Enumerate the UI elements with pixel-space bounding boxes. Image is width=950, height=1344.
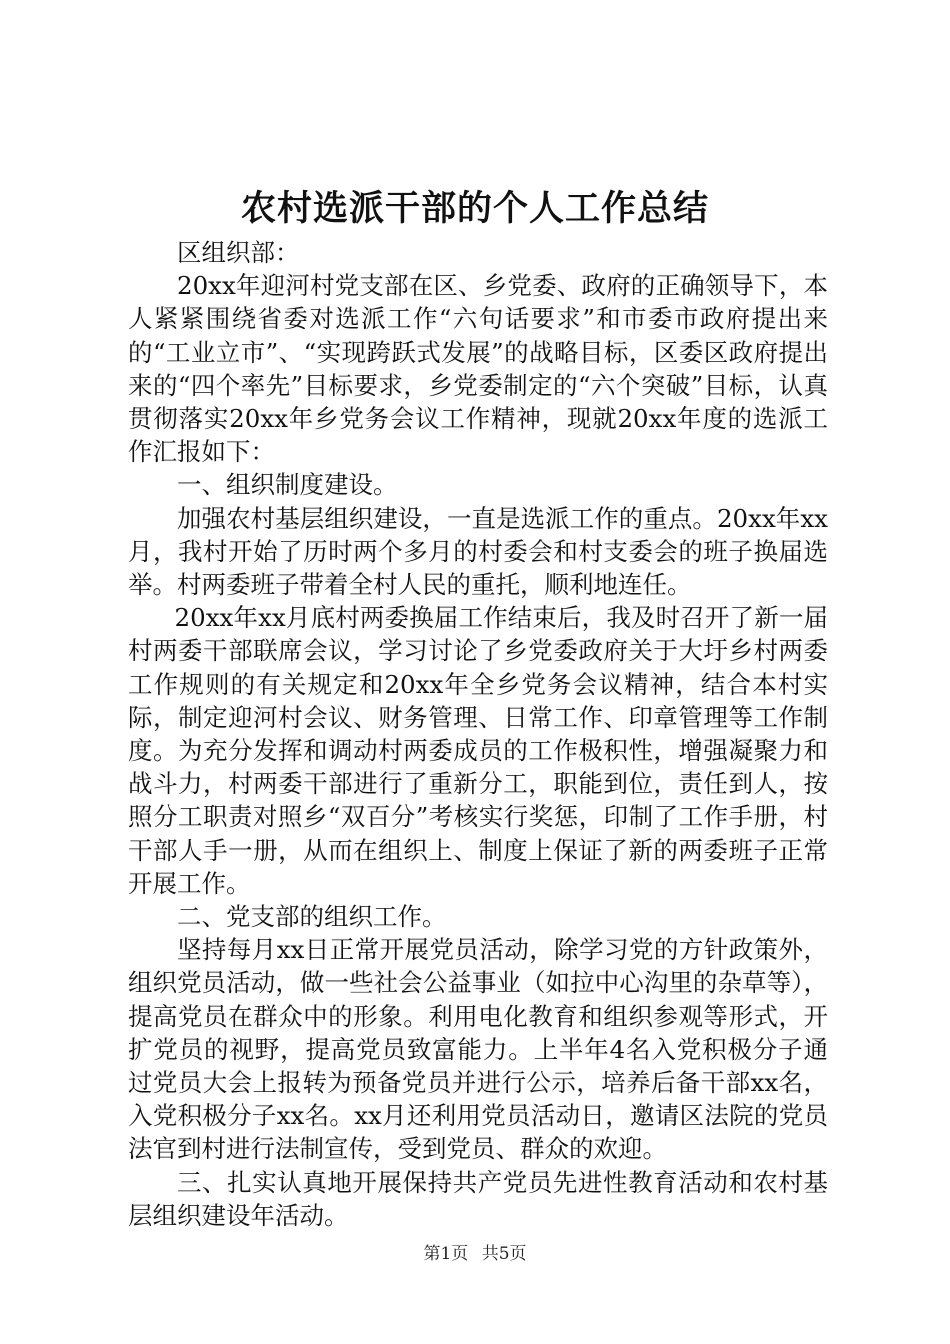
document-body [128,236,828,1232]
page-number: 第1页 [423,1244,469,1264]
section-heading-3: 三、扎实认真地开展保持共产党员先进性教育活动和农村基层组织建设年活动。 [128,1167,828,1230]
section-heading-1: 一、组织制度建设。 [177,470,398,500]
paragraph-intro: 20xx年迎河村党支部在区、乡党委、政府的正确领导下，本人紧紧围绕省委对选派工作“六句话要求”和市委市政府提出来的“工业立市”、“实现跨跃式发展”的战略目标，区委区政府提出来的“四个率先”目标要求，乡党委制定的“六个突破”目标，认真贯彻落实20xx年乡党务会议工作精神，现就20xx年度的选派工作汇报如下： [128,271,828,467]
page-total: 共5页 [481,1244,527,1264]
salutation: 区组织部： [177,238,300,267]
document-title: 农村选派干部的个人工作总结 [240,188,709,229]
paragraph-2: 20xx年xx月底村两委换届工作结束后，我及时召开了新一届村两委干部联席会议，学习讨论了乡党委政府关于大圩乡村两委工作规则的有关规定和20xx年全乡党务会议精神，结合本村实际，制定迎河村会议、财务管理、日常工作、印章管理等工作制度。为充分发挥和调动村两委成员的工作极积性，增强凝聚力和战斗力，村两委干部进行了重新分工，职能到位，责任到人，按照分工职责对照乡“双百分”考核实行奖惩，印制了工作手册，村干部人手一册，从而在组织上、制度上保证了新的两委班子正常开展工作。 [128,603,828,898]
paragraph-1: 加强农村基层组织建设，一直是选派工作的重点。20xx年xx月，我村开始了历时两个多月的村委会和村支委会的班子换届选举。村两委班子带着全村人民的重托，顺利地连任。 [128,503,828,600]
section-heading-2: 二、党支部的组织工作。 [177,902,447,932]
page-footer [0,1242,950,1266]
paragraph-3: 坚持每月xx日正常开展党员活动，除学习党的方针政策外，组织党员活动，做一些社会公益事业（如拉中心沟里的杂草等），提高党员在群众中的形象。利用电化教育和组织参观等形式，开扩党员的视野，提高党员致富能力。上半年4名入党积极分子通过党员大会上报转为预备党员并进行公示，培养后备干部xx名，入党积极分子xx名。xx月还利用党员活动日，邀请区法院的党员法官到村进行法制宣传，受到党员、群众的欢迎。 [128,935,828,1164]
